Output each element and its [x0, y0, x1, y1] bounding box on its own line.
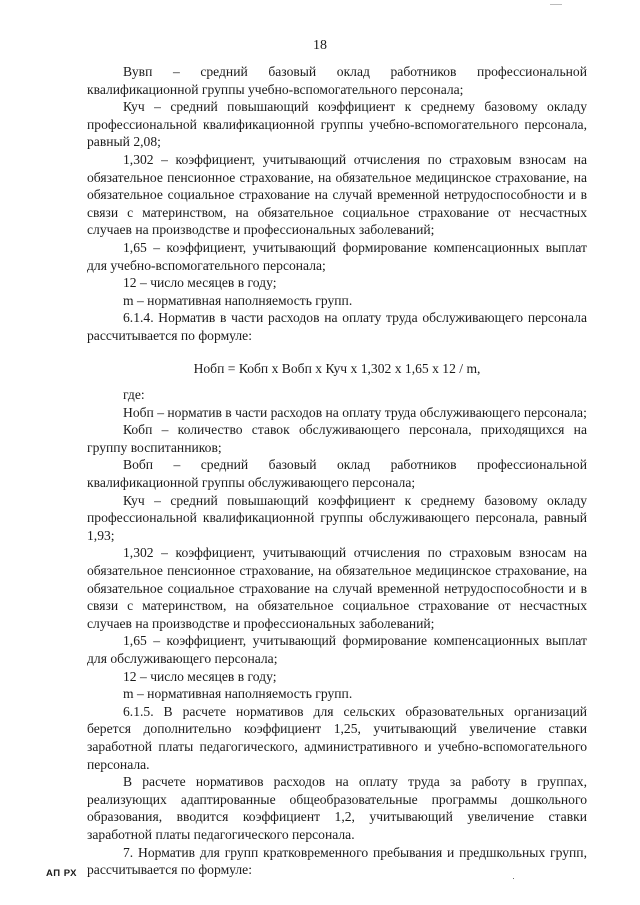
paragraph-nobp-definition: Нобп – норматив в части расходов на оплату труда обслуживающего персонала;: [123, 404, 587, 420]
scan-artifact: [550, 4, 562, 5]
document-body: [87, 63, 587, 879]
page-number: 18: [313, 38, 327, 53]
paragraph-section-6-1-5: 6.1.5. В расчете нормативов для сельских образовательных организаций берется дополнительно коэффициент 1,25, учитывающий увеличение ставки заработной платы педагогического, административного и учебно-вспомогательного персонала.: [87, 703, 587, 772]
paragraph-months: 12 – число месяцев в году;: [123, 275, 277, 291]
paragraph-insurance-coefficient-service: 1,302 – коэффициент, учитывающий отчисления по страховым взносам на обязательное пенсионное страхование, на обязательное медицинское страхование, на обязательное социальное страхование на случай временной нетрудоспособности и в связи с материнством, на обязательное социальное страхование от несчастных случаев на производстве и профессиональных заболеваний;: [87, 545, 587, 631]
paragraph-section-7: 7. Норматив для групп кратковременного пребывания и предшкольных групп, рассчитывается по формуле:: [87, 844, 587, 878]
paragraph-adapted-programs: В расчете нормативов расходов на оплату труда за работу в группах, реализующих адаптированные общеобразовательные программы дошкольного образования, вводится коэффициент 1,2, учитывающий увеличение ставки заработной платы педагогического персонала.: [87, 774, 587, 842]
paragraph-kuch-service-definition: Куч – средний повышающий коэффициент к среднему базовому окладу профессиональной квалификационной группы обслуживающего персонала, равный 1,93;: [87, 492, 587, 543]
paragraph-where: где:: [123, 387, 145, 403]
paragraph-group-capacity-service: m – нормативная наполняемость групп.: [123, 686, 353, 702]
paragraph-section-6-1-4: 6.1.4. Норматив в части расходов на оплату труда обслуживающего персонала рассчитывается по формуле:: [87, 310, 587, 343]
paragraph-group-capacity: m – нормативная наполняемость групп.: [123, 292, 353, 308]
scan-artifact: [513, 878, 514, 879]
paragraph-insurance-coefficient: 1,302 – коэффициент, учитывающий отчисления по страховым взносам на обязательное пенсионное страхование, на обязательное медицинское страхование, на обязательное социальное страхование на случай временной нетрудоспособности и в связи с материнством, на обязательное социальное страхование от несчастных случаев на производстве и профессиональных заболеваний;: [87, 151, 587, 238]
footer-mark: АП РХ: [46, 868, 78, 879]
paragraph-months-service: 12 – число месяцев в году;: [123, 668, 277, 684]
paragraph-kobp-definition: Кобп – количество ставок обслуживающего персонала, приходящихся на группу воспитанников;: [87, 422, 587, 455]
paragraph-kuch-definition: Куч – средний повышающий коэффициент к среднему базовому окладу профессиональной квалификационной группы учебно-вспомогательного персонала, равный 2,08;: [87, 99, 587, 150]
paragraph-vobp-definition: Вобп – средний базовый оклад работников профессиональной квалификационной группы обслуживающего персонала;: [87, 457, 587, 491]
paragraph-compensation-coefficient-service: 1,65 – коэффициент, учитывающий формирование компенсационных выплат для обслуживающего персонала;: [87, 633, 587, 666]
paragraph-compensation-coefficient: 1,65 – коэффициент, учитывающий формирование компенсационных выплат для учебно-вспомогательного персонала;: [87, 239, 587, 273]
formula-nobp: Нобп = Кобп x Вобп x Куч x 1,302 x 1,65 x 12 / m,: [193, 360, 481, 376]
paragraph-vuvp-definition: Вувп – средний базовый оклад работников профессиональной квалификационной группы учебно-вспомогательного персонала;: [87, 64, 587, 97]
